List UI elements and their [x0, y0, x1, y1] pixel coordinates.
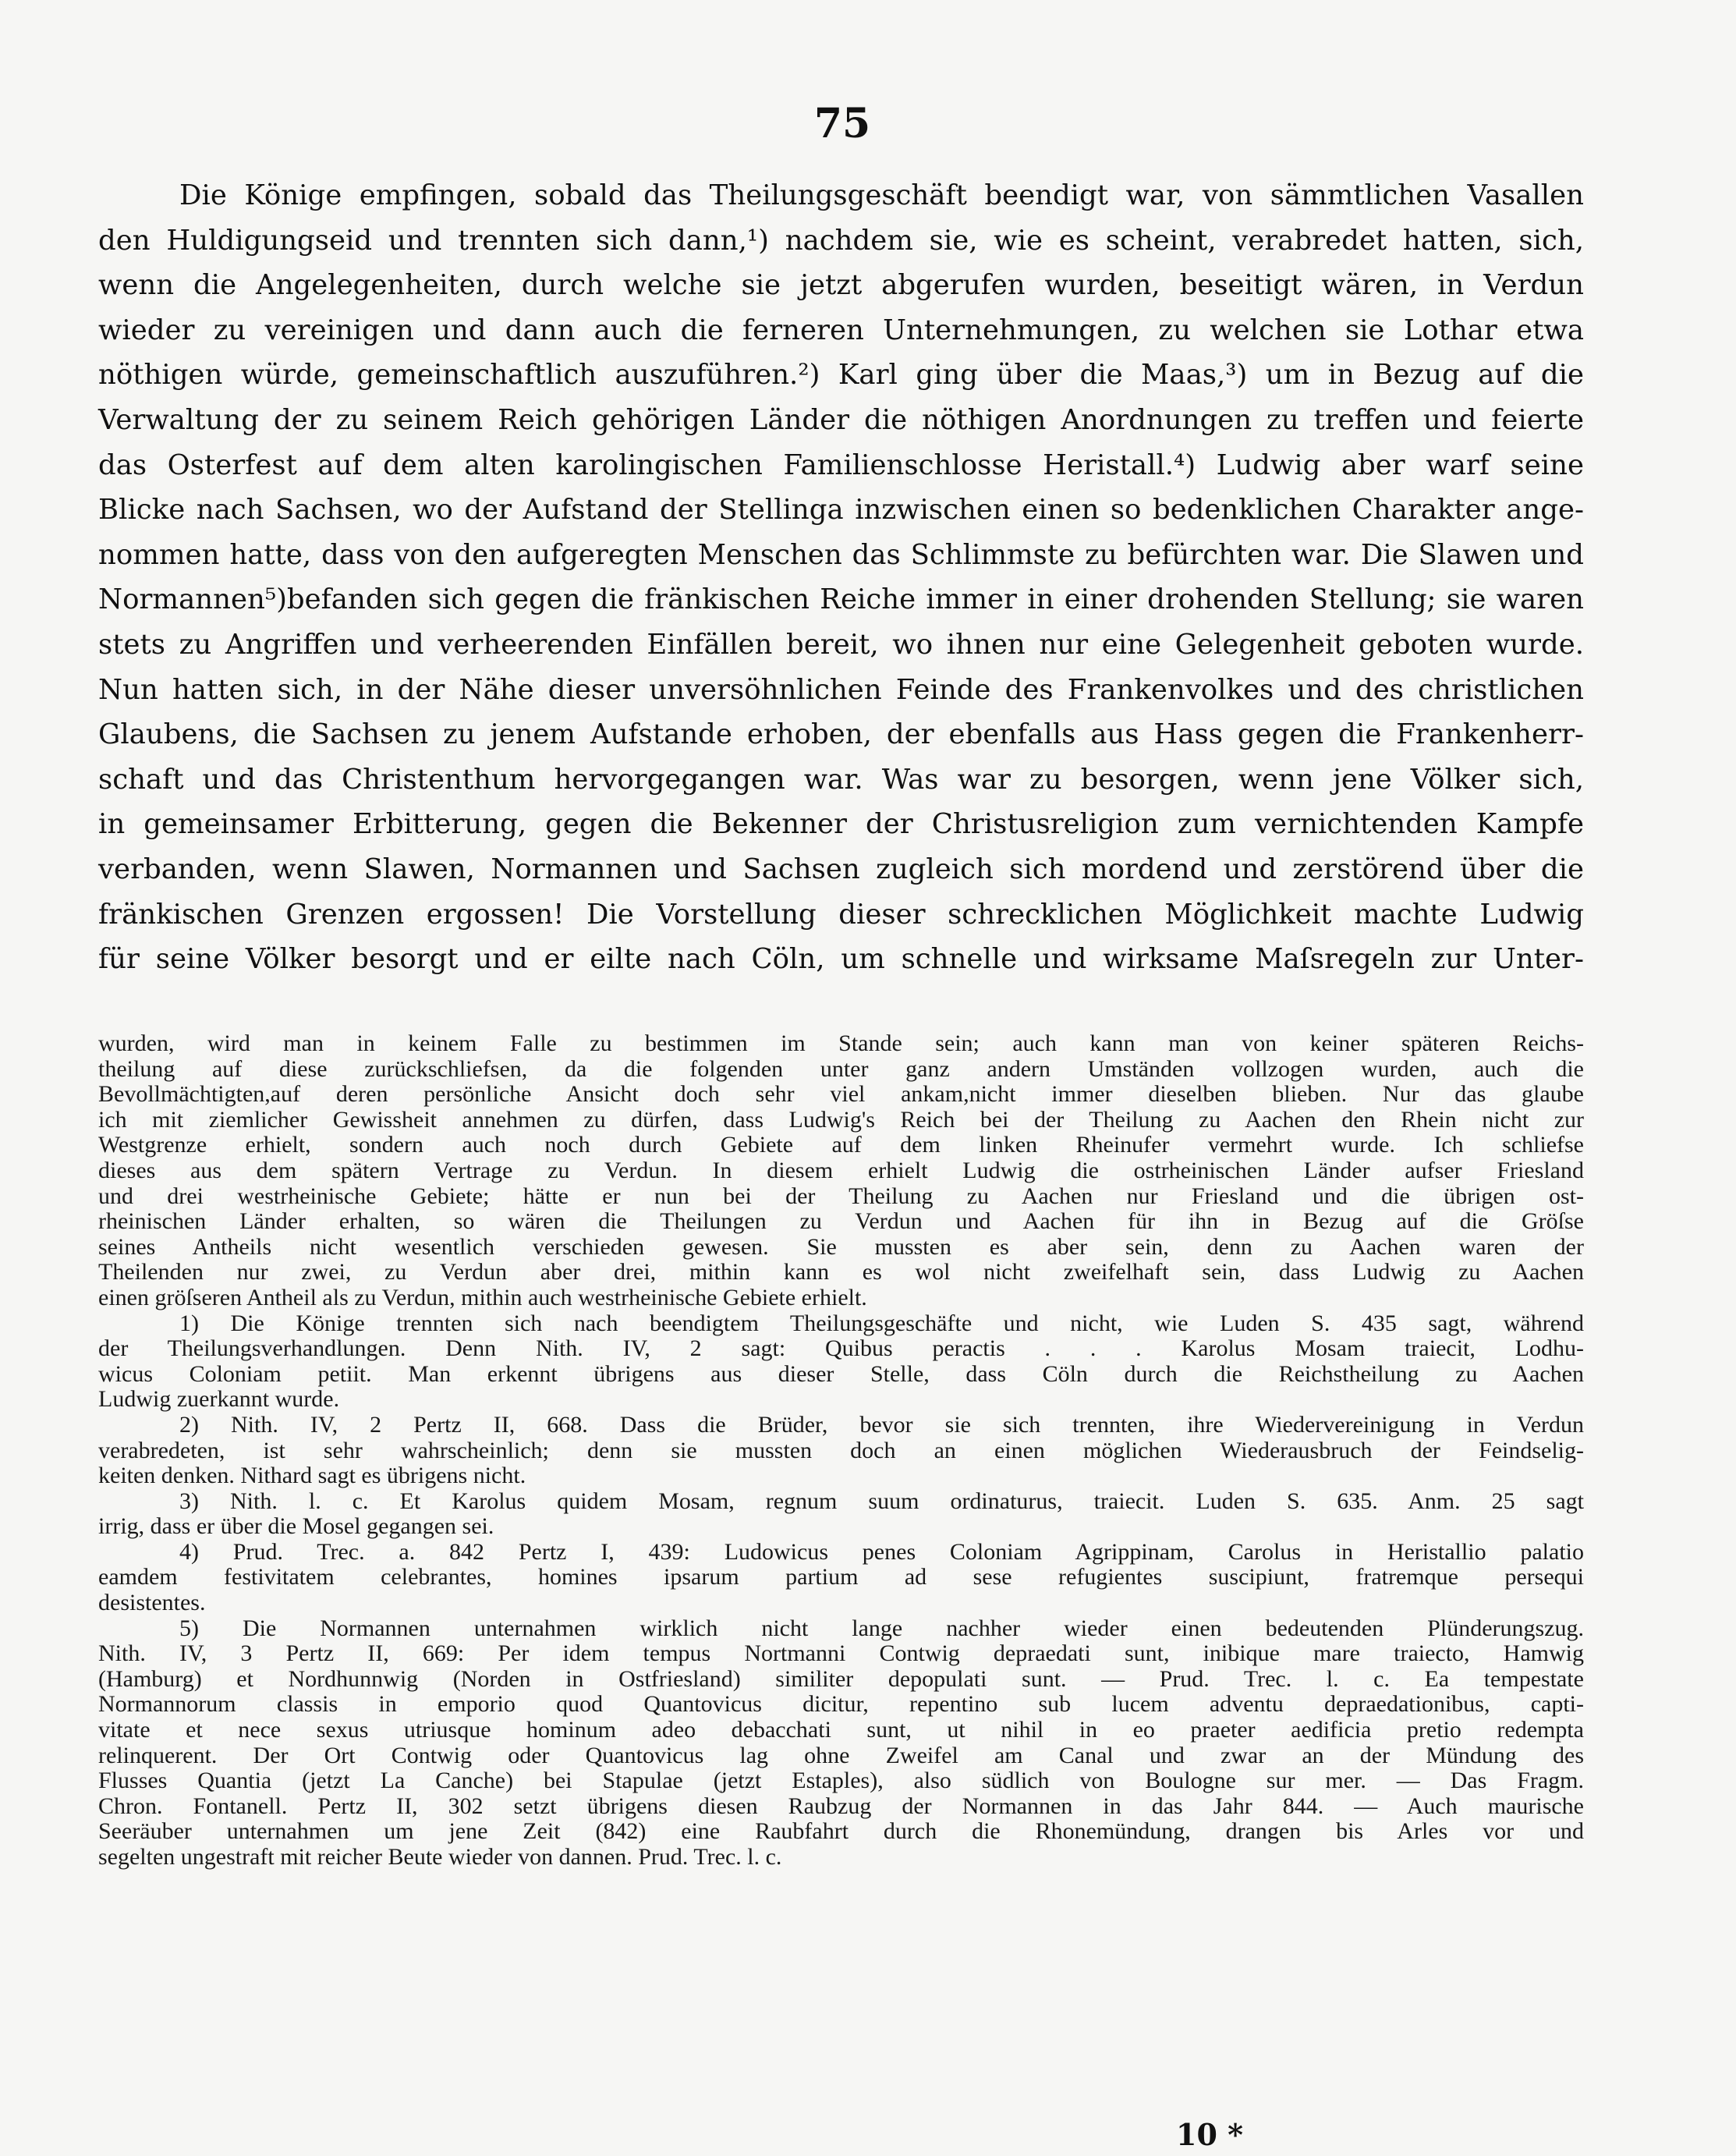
main-line: fränkischen Grenzen ergossen! Die Vorstellung dieser schrecklichen Möglichkeit machte Ludwig [98, 898, 1584, 931]
main-line: Normannen⁵)befanden sich gegen die fränkischen Reiche immer in einer drohenden Stellung; sie waren [98, 583, 1584, 616]
footnote-line: verabredeten, ist sehr wahrscheinlich; denn sie mussten doch an einen möglichen Wiederausbruch der Feindselig- [98, 1437, 1584, 1463]
main-line: schaft und das Christenthum hervorgegangen war. Was war zu besorgen, wenn jene Völker sich, [98, 763, 1584, 796]
main-line: wieder zu vereinigen und dann auch die ferneren Unternehmungen, zu welchen sie Lothar etwa [98, 314, 1584, 346]
footnote-line: der Theilungsverhandlungen. Denn Nith. IV, 2 sagt: Quibus peractis . . . Karolus Mosam traiecit, Lodhu- [98, 1335, 1584, 1362]
footnote-line: Chron. Fontanell. Pertz II, 302 setzt übrigens diesen Raubzug der Normannen in das Jahr 844. — Auch maurische [98, 1793, 1584, 1819]
footnote-line: und drei westrheinische Gebiete; hätte er nun bei der Theilung zu Aachen nur Friesland und die übrigen ost- [98, 1183, 1584, 1209]
footnote-line: keiten denken. Nithard sagt es übrigens nicht. [98, 1463, 526, 1489]
main-line: Nun hatten sich, in der Nähe dieser unversöhnlichen Feinde des Frankenvolkes und des christlichen [98, 673, 1584, 706]
footnote-line: Seeräuber unternahmen um jene Zeit (842) eine Raubfahrt durch die Rhonemündung, drangen bis Arles vor und [98, 1818, 1584, 1845]
main-line: den Huldigungseid und trennten sich dann,¹) nachdem sie, wie es scheint, verabredet hatten, sich, [98, 224, 1584, 257]
footnote-line: Westgrenze erhielt, sondern auch noch durch Gebiete auf dem linken Rheinufer vermehrt wurde. Ich schliefse [98, 1132, 1584, 1158]
footnote-line: Normannorum classis in emporio quod Quantovicus dicitur, repentino sub lucem adventu depraedationibus, capti- [98, 1691, 1584, 1718]
footnote-line: desistentes. [98, 1590, 206, 1616]
footnote-line: 2) Nith. IV, 2 Pertz II, 668. Dass die Brüder, bevor sie sich trennten, ihre Wiedervereinigung in Verdun [179, 1411, 1584, 1438]
main-line: Verwaltung der zu seinem Reich gehörigen Länder die nöthigen Anordnungen zu treffen und feierte [98, 403, 1584, 436]
main-line: wenn die Angelegenheiten, durch welche sie jetzt abgerufen wurden, beseitigt wären, in Verdun [98, 269, 1584, 302]
main-line: Blicke nach Sachsen, wo der Aufstand der Stellinga inzwischen einen so bedenklichen Charakter ange- [98, 494, 1584, 527]
footnote-line: (Hamburg) et Nordhunnwig (Norden in Ostfriesland) similiter depopulati sunt. — Prud. Trec. l. c. Ea tempestate [98, 1665, 1584, 1692]
signature-mark: 10 * [1176, 2117, 1243, 2152]
page-number: 75 [813, 100, 871, 147]
footnote-line: 1) Die Könige trennten sich nach beendigtem Theilungsgeschäfte und nicht, wie Luden S. 435 sagt, während [179, 1310, 1584, 1336]
footnote-line: rheinischen Länder erhalten, so wären die Theilungen zu Verdun und Aachen für ihn in Bezug auf die Gröſse [98, 1208, 1584, 1235]
main-line: für seine Völker besorgt und er eilte nach Cöln, um schnelle und wirksame Maſsregeln zur Unter- [98, 943, 1584, 976]
main-line: nöthigen würde, gemeinschaftlich auszuführen.²) Karl ging über die Maas,³) um in Bezug auf die [98, 359, 1584, 392]
footnote-line: 5) Die Normannen unternahmen wirklich nicht lange nachher wieder einen bedeutenden Plünderungszug. [179, 1615, 1584, 1641]
footnote-line: irrig, dass er über die Mosel gegangen sei. [98, 1513, 494, 1540]
main-line: nommen hatte, dass von den aufgeregten Menschen das Schlimmste zu befürchten war. Die Slawen und [98, 538, 1584, 571]
footnote-line: seines Antheils nicht wesentlich verschieden gewesen. Sie mussten es aber sein, denn zu Aachen waren der [98, 1233, 1584, 1260]
footnote-line: einen gröſseren Antheil als zu Verdun, mithin auch westrheinische Gebiete erhielt. [98, 1284, 867, 1310]
main-line: verbanden, wenn Slawen, Normannen und Sachsen zugleich sich mordend und zerstörend über die [98, 853, 1584, 885]
footnote-line: wicus Coloniam petiit. Man erkennt übrigens aus dieser Stelle, dass Cöln durch die Reichstheilung zu Aachen [98, 1360, 1584, 1387]
footnote-line: Theilenden nur zwei, zu Verdun aber drei, mithin kann es wol nicht zweifelhaft sein, dass Ludwig zu Aachen [98, 1259, 1584, 1285]
footnote-line: Flusses Quantia (jetzt La Canche) bei Stapulae (jetzt Estaples), also südlich von Boulogne sur mer. — Das Fragm. [98, 1768, 1584, 1794]
main-line: Die Könige empfingen, sobald das Theilungsgeschäft beendigt war, von sämmtlichen Vasallen [179, 179, 1584, 211]
footnote-line: dieses aus dem spätern Vertrage zu Verdun. In diesem erhielt Ludwig die ostrheinischen Länder aufser Friesland [98, 1157, 1584, 1183]
footnote-line: Bevollmächtigten,auf deren persönliche Ansicht doch sehr viel ankam,nicht immer dieselben blieben. Nur das glaube [98, 1081, 1584, 1108]
footnote-line: ich mit ziemlicher Gewissheit annehmen zu dürfen, dass Ludwig's Reich bei der Theilung zu Aachen den Rhein nicht zur [98, 1106, 1584, 1133]
footnotes [98, 1031, 1584, 1871]
footnote-line: theilung auf diese zurückschliefsen, da die folgenden unter ganz andern Umständen vollzogen wurden, auch die [98, 1055, 1584, 1082]
main-line: stets zu Angriffen und verheerenden Einfällen bereit, wo ihnen nur eine Gelegenheit geboten wurde. [98, 628, 1584, 661]
footnote-line: relinquerent. Der Ort Contwig oder Quantovicus lag ohne Zweifel am Canal und zwar an der Mündung des [98, 1742, 1584, 1768]
main-line: in gemeinsamer Erbitterung, gegen die Bekenner der Christusreligion zum vernichtenden Kampfe [98, 808, 1584, 841]
footnote-line: 4) Prud. Trec. a. 842 Pertz I, 439: Ludowicus penes Coloniam Agrippinam, Carolus in Heristallio palatio [179, 1538, 1584, 1565]
main-line: Glaubens, die Sachsen zu jenem Aufstande erhoben, der ebenfalls aus Hass gegen die Frankenherr- [98, 718, 1584, 751]
main-line: das Osterfest auf dem alten karolingischen Familienschlosse Heristall.⁴) Ludwig aber warf seine [98, 449, 1584, 481]
footnote-line: 3) Nith. l. c. Et Karolus quidem Mosam, regnum suum ordinaturus, traiecit. Luden S. 635. Anm. 25 sagt [179, 1488, 1584, 1514]
footnote-line: Ludwig zuerkannt wurde. [98, 1386, 340, 1413]
footnote-line: segelten ungestraft mit reicher Beute wieder von dannen. Prud. Trec. l. c. [98, 1844, 782, 1870]
footnote-line: eamdem festivitatem celebrantes, homines ipsarum partium ad sese refugientes suscipiunt, fratremque persequi [98, 1564, 1584, 1590]
footnote-line: vitate et nece sexus utriusque hominum adeo debacchati sunt, ut nihil in eo praeter aedificia pretio redempta [98, 1717, 1584, 1743]
footnote-line: Nith. IV, 3 Pertz II, 669: Per idem tempus Nortmanni Contwig depraedati sunt, inibique mare traiecto, Hamwig [98, 1640, 1584, 1667]
footnote-line: wurden, wird man in keinem Falle zu bestimmen im Stande sein; auch kann man von keiner späteren Reichs- [98, 1030, 1584, 1056]
main-text [98, 173, 1584, 982]
